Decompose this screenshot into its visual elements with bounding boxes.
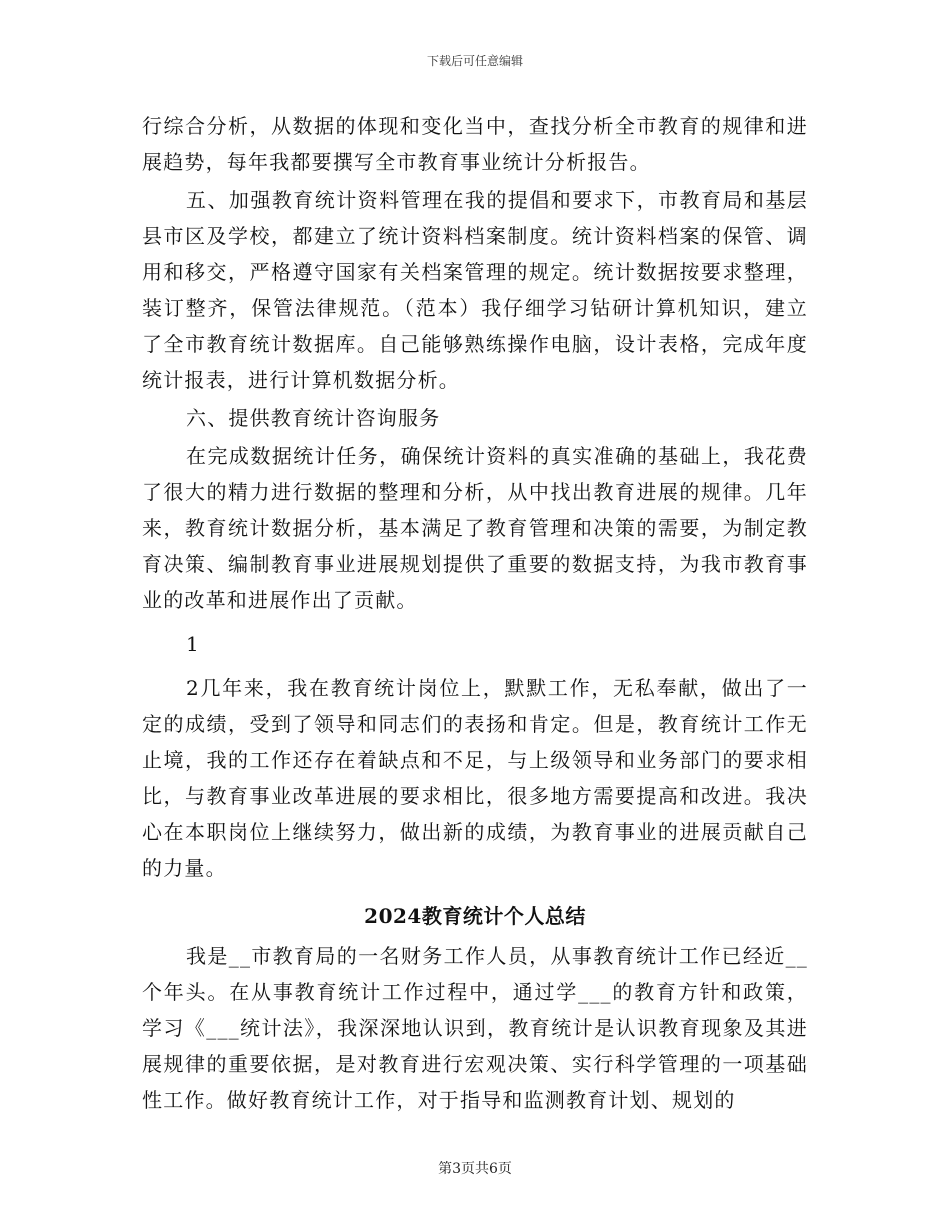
- paragraph-section-five: 五、加强教育统计资料管理在我的提倡和要求下，市教育局和基层县市区及学校，都建立了统计资料档案制度。统计资料档案的保管、调用和移交，严格遵守国家有关档案管理的规定。统计数据按要求整理，装订整齐，保管法律规范。（范本）我仔细学习钻研计算机知识，建立了全市教育统计数据库。自己能够熟练操作电脑，设计表格，完成年度统计报表，进行计算机数据分析。: [142, 188, 808, 392]
- page-header: 下载后可任意编辑: [426, 54, 523, 68]
- inline-page-number: 1: [186, 632, 200, 656]
- paragraph-consulting-service: 在完成数据统计任务，确保统计资料的真实准确的基础上，我花费了很大的精力进行数据的整理和分析，从中找出教育进展的规律。几年来，教育统计数据分析，基本满足了教育管理和决策的需要，为制定教育决策、编制教育事业进展规划提供了重要的数据支持，为我市教育事业的改革和进展作出了贡献。: [142, 444, 808, 612]
- section-title: 2024教育统计个人总结: [364, 904, 586, 928]
- document-body: [142, 108, 808, 1118]
- paragraph-intro: 我是__市教育局的一名财务工作人员，从事教育统计工作已经近__个年头。在从事教育统计工作过程中，通过学___的教育方针和政策，学习《___统计法》，我深深地认识到，教育统计是认识教育现象及其进展规律的重要依据，是对教育进行宏观决策、实行科学管理的一项基础性工作。做好教育统计工作，对于指导和监测教育计划、规划的: [142, 944, 808, 1112]
- paragraph-section-six-heading: 六、提供教育统计咨询服务: [186, 406, 441, 430]
- paragraph-continuation: 行综合分析，从数据的体现和变化当中，查找分析全市教育的规律和进展趋势，每年我都要撰写全市教育事业统计分析报告。: [142, 114, 808, 174]
- paragraph-conclusion: 2几年来，我在教育统计岗位上，默默工作，无私奉献，做出了一定的成绩，受到了领导和同志们的表扬和肯定。但是，教育统计工作无止境，我的工作还存在着缺点和不足，与上级领导和业务部门的要求相比，与教育事业改革进展的要求相比，很多地方需要提高和改进。我决心在本职岗位上继续努力，做出新的成绩，为教育事业的进展贡献自己的力量。: [142, 676, 808, 880]
- page-footer: 第3页共6页: [438, 1161, 512, 1177]
